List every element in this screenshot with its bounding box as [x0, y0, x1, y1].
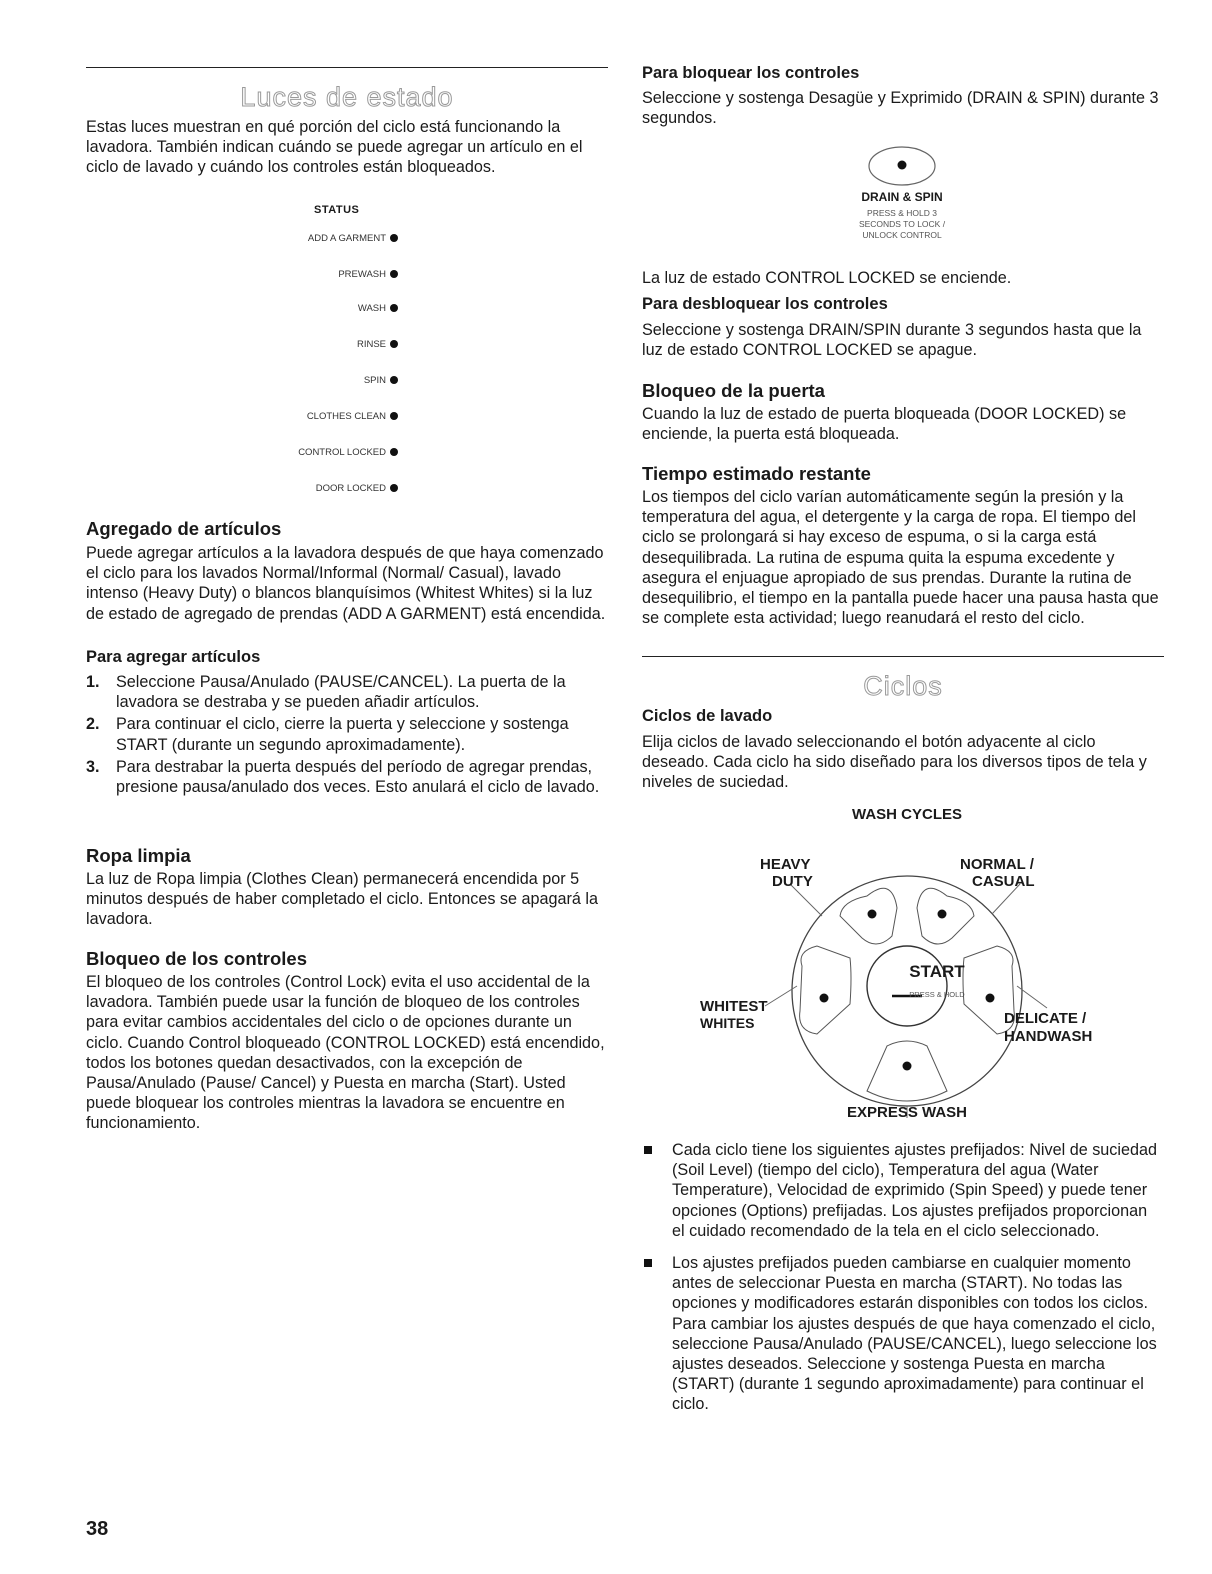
step-number: 2.	[86, 715, 100, 734]
status-light-label: WASH	[357, 303, 386, 314]
step-item	[86, 672, 608, 712]
time-remaining-text: Los tiempos del ciclo varían automáticamente según la presión y la temperatura del agua, el detergente y la carga de ropa. El tiempo del ciclo se prolongará si hay exceso de espuma, o si la carga está desequilibrada. La rutina de espuma quita la espuma excedente y asegura el enjuague apropiado de sus prendas. Durante la rutina de desequilibrio, el tiempo en la pantalla puede hacer una pausa hasta que se complete esta actividad; luego reanudará el resto del ciclo.	[642, 488, 1159, 628]
adding-heading: Agregado de artículos	[86, 518, 282, 539]
wash-cycles-diagram	[692, 806, 1122, 1136]
status-light-label: SPIN	[363, 375, 386, 386]
page-number: 38	[86, 1518, 109, 1540]
step-number: 3.	[86, 757, 100, 776]
section-rule	[86, 67, 608, 68]
status-light-label: ADD A GARMENT	[307, 233, 386, 244]
step-text: Seleccione Pausa/Anulado (PAUSE/CANCEL). La puerta de la lavadora se destraba y se pueden añadir artículos.	[116, 673, 566, 712]
clothes-clean-text: La luz de Ropa limpia (Clothes Clean) permanecerá encendida por 5 minutos después de haber completado el ciclo. Entonces se apagará la lavadora.	[86, 870, 599, 929]
step-item	[86, 757, 608, 797]
status-light-row	[298, 446, 398, 460]
step-item	[86, 714, 608, 754]
section-rule	[642, 656, 1164, 657]
delicate-handwash-label: DELICATE / HANDWASH	[1004, 1010, 1093, 1045]
status-light-row	[307, 410, 398, 424]
status-light-row	[316, 482, 398, 496]
steps-list	[86, 672, 608, 799]
drain-spin-button-diagram	[832, 144, 972, 254]
start-label: START	[909, 962, 965, 981]
wash-cycles-diagram-heading: WASH CYCLES	[851, 806, 962, 823]
status-light-dot-icon	[390, 234, 398, 242]
step-text: Para destrabar la puerta después del período de agregar prendas, presione pausa/anulado dos veces. Esto anulará el ciclo de lavado.	[116, 757, 600, 797]
to-unlock-heading: Para desbloquear los controles	[642, 295, 888, 313]
cycles-title: Ciclos	[863, 671, 943, 701]
whitest-whites-label: WHITEST WHITES	[700, 998, 768, 1031]
adding-text: Puede agregar artículos a la lavadora después de que haya comenzado el ciclo para los lavados Normal/Informal (Normal/ Casual), lavado intenso (Heavy Duty) o blancos blanquísimos (Whitest Whites) si la luz de estado de agregado de prendas (ADD A GARMENT) está encendida.	[86, 544, 606, 623]
drain-spin-button-icon	[832, 144, 972, 192]
to-lock-heading: Para bloquear los controles	[642, 64, 860, 82]
status-light-dot-icon	[390, 270, 398, 278]
to-unlock-text: Seleccione y sostenga DRAIN/SPIN durante 3 segundos hasta que la luz de estado CONTROL LOCKED se apague.	[642, 321, 1142, 360]
status-light-dot-icon	[390, 304, 398, 312]
locked-text: La luz de estado CONTROL LOCKED se enciende.	[642, 269, 1012, 287]
start-sub-label: PRESS & HOLD	[909, 990, 965, 999]
to-lock-text: Seleccione y sostenga Desagüe y Exprimido (DRAIN & SPIN) durante 3 segundos.	[642, 89, 1159, 128]
status-light-row	[358, 302, 398, 316]
time-remaining-heading: Tiempo estimado restante	[642, 463, 871, 484]
step-text: Para continuar el ciclo, cierre la puerta y seleccione y sostenga START (durante un segundo aproximadamente).	[116, 715, 569, 754]
status-light-dot-icon	[390, 448, 398, 456]
to-add-heading: Para agregar artículos	[86, 648, 261, 666]
step-number: 1.	[86, 673, 100, 691]
wash-cycles-heading: Ciclos de lavado	[642, 707, 773, 725]
door-lock-text: Cuando la luz de estado de puerta bloqueada (DOOR LOCKED) se enciende, la puerta está bloqueada.	[642, 405, 1127, 444]
drain-spin-sub1: PRESS & HOLD 3	[867, 208, 937, 218]
status-light-label: CLOTHES CLEAN	[306, 411, 386, 422]
status-light-row	[338, 268, 398, 282]
drain-spin-sub2: SECONDS TO LOCK /	[858, 219, 946, 229]
status-light-row	[357, 338, 398, 352]
status-light-dot-icon	[390, 484, 398, 492]
wash-cycles-text: Elija ciclos de lavado seleccionando el botón adyacente al ciclo deseado. Cada ciclo ha sido diseñado para los diversos tipos de tela y niveles de suciedad.	[642, 733, 1147, 792]
cycle-dial	[692, 836, 1122, 1136]
status-intro: Estas luces muestran en qué porción del ciclo está funcionando la lavadora. También indican cuándo se puede agregar un artículo en el ciclo de lavado y cuándo los controles están bloqueados.	[86, 118, 583, 177]
drain-spin-label: DRAIN & SPIN	[861, 190, 943, 204]
express-wash-label: EXPRESS WASH	[846, 1104, 968, 1121]
cycle-note-item: Los ajustes prefijados pueden cambiarse en cualquier momento antes de seleccionar Puesta en marcha (START). No todas las opciones y modificadores estarán disponibles con todos los ciclos. Para cambiar los ajustes después de que haya comenzado el ciclo, seleccione Pausa/Anulado (PAUSE/CANCEL), luego seleccione los ajustes deseados. Seleccione y sostenga Puesta en marcha (START) (durante 1 segundo aproximadamente) para continuar el ciclo.	[642, 1253, 1164, 1415]
drain-spin-sub3: UNLOCK CONTROL	[862, 230, 942, 240]
door-lock-heading: Bloqueo de la puerta	[642, 380, 825, 401]
status-light-dot-icon	[390, 376, 398, 384]
status-light-dot-icon	[390, 412, 398, 420]
status-panel	[86, 204, 608, 504]
status-light-label: PREWASH	[338, 269, 386, 280]
control-lock-heading: Bloqueo de los controles	[86, 948, 307, 969]
cycle-notes-list	[642, 1140, 1164, 1427]
status-light-row	[308, 232, 398, 246]
status-lights-title: Luces de estado	[240, 82, 454, 112]
status-light-label: RINSE	[356, 339, 386, 350]
status-panel-heading: STATUS	[314, 204, 360, 216]
status-light-row	[364, 374, 398, 388]
cycle-note-item: Cada ciclo tiene los siguientes ajustes prefijados: Nivel de suciedad (Soil Level) (tiempo del ciclo), Temperatura del agua (Water Temperature), Velocidad de exprimido (Spin Speed) y puede tener opciones (Options) prefijadas. Los ajustes prefijados proporcionan el cuidado recomendado de la tela en el ciclo seleccionado.	[642, 1140, 1164, 1241]
heavy-duty-label: HEAVY DUTY	[760, 856, 813, 890]
clothes-clean-heading: Ropa limpia	[86, 845, 191, 866]
status-light-dot-icon	[390, 340, 398, 348]
normal-casual-label: NORMAL / CASUAL	[960, 856, 1035, 890]
control-lock-text: El bloqueo de los controles (Control Lock) evita el uso accidental de la lavadora. También puede usar la función de bloqueo de los controles para evitar cambios accidentales del ciclo o de opciones durante un ciclo. Cuando Control bloqueado (CONTROL LOCKED) está encendido, todos los botones quedan desactivados, con la excepción de Pausa/Anulado (Pause/ Cancel) y Puesta en marcha (Start). Usted puede bloquear los controles mientras la lavadora se encuentre en funcionamiento.	[86, 973, 605, 1133]
status-light-label: CONTROL LOCKED	[298, 447, 386, 458]
status-light-label: DOOR LOCKED	[315, 483, 386, 494]
